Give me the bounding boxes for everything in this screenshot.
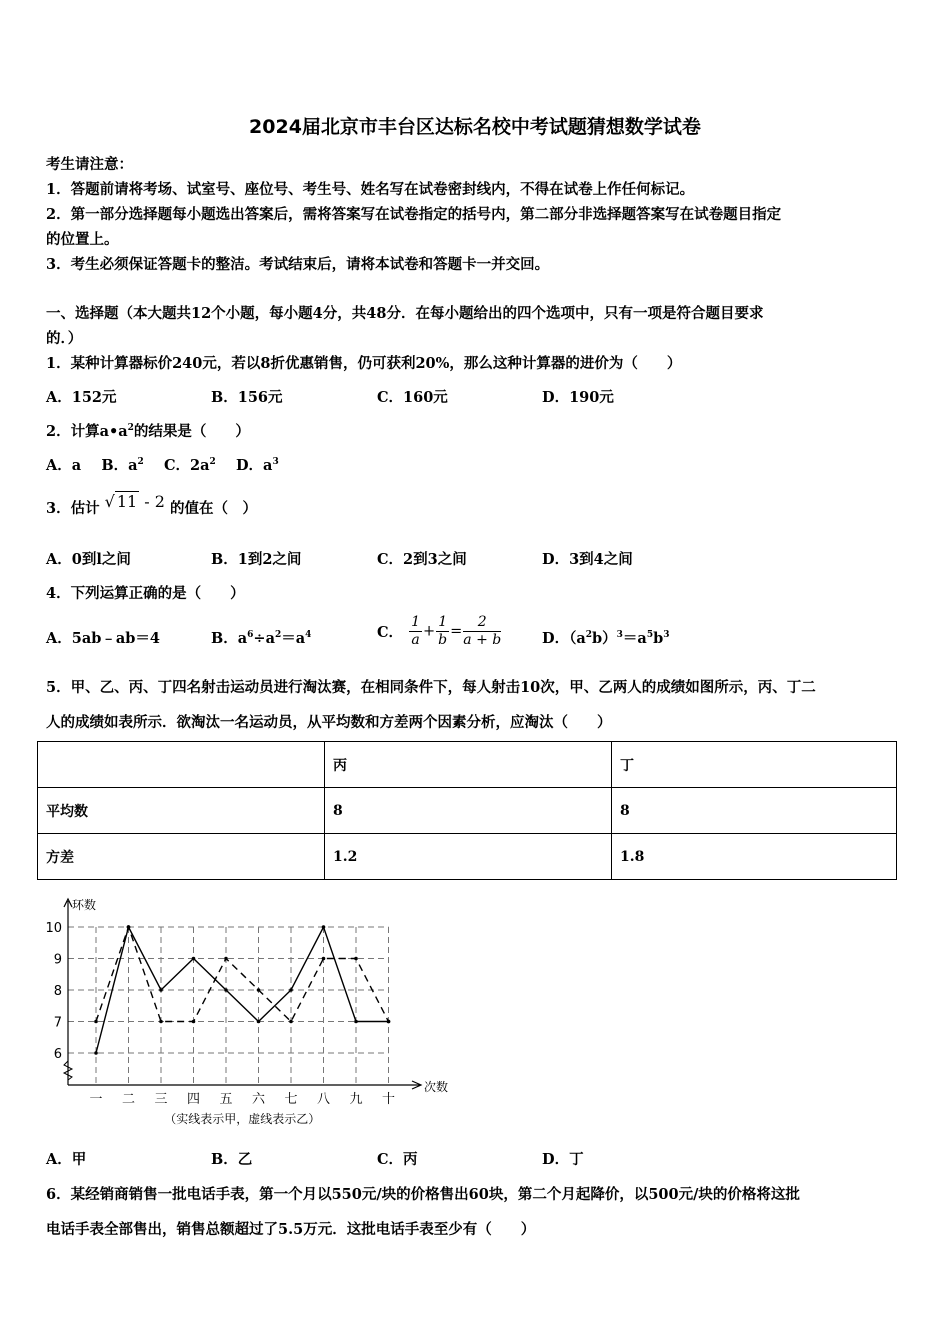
question-3-option-b: B．1到2之间 [211,551,302,568]
data-point-乙 [354,957,358,961]
x-tick-label: 二 [121,1092,136,1107]
notice-item-2-cont: 的位置上。 [46,231,119,248]
data-point-乙 [94,1020,98,1024]
x-tick-label: 四 [186,1092,201,1107]
question-4-option-a: A．5ab﹣ab＝4 [46,630,160,647]
data-point-乙 [257,988,261,992]
data-point-乙 [192,1020,196,1024]
section-heading-cont: 的．） [46,330,83,347]
data-point-乙 [387,1020,391,1024]
table-row-label: 方差 [38,834,325,880]
question-5-option-c: C．丙 [377,1151,418,1168]
question-1-stem: 1．某种计算器标价240元，若以8折优惠销售，仍可获利20%，那么这种计算器的进价为（ ） [46,355,682,372]
question-1-option-b: B．156元 [211,389,283,406]
y-tick-label: 9 [53,952,62,968]
x-tick-label: 三 [154,1092,168,1107]
chart-caption: （实线表示甲，虚线表示乙） [164,1112,321,1126]
table-cell: 8 [612,788,897,834]
question-3-stem: 3．估计 √ 11 - 2 的值在（ ） [46,492,258,517]
question-2-stem: 2．计算$a•a^2$的结果是（ ） [46,423,250,440]
question-4-stem: 4．下列运算正确的是（ ） [46,585,245,602]
data-point-甲 [322,925,326,929]
question-3-option-c: C．2到3之间 [377,551,467,568]
question-1-option-a: A．152元 [46,389,117,406]
data-point-甲 [94,1051,98,1055]
question-4-option-b: B．$a^6\div a^2=a^4$ [211,630,312,647]
notice-item-2: 2．第一部分选择题每小题选出答案后，需将答案写在试卷指定的括号内，第二部分非选择题答案写在试卷题目指定 [46,206,782,223]
x-axis-label: 次数 [424,1080,449,1094]
data-point-乙 [224,957,228,961]
data-point-乙 [127,925,131,929]
x-tick-label: 五 [219,1092,233,1107]
table-row-label: 平均数 [38,788,325,834]
question-1-option-c: C．160元 [377,389,448,406]
data-point-乙 [289,1020,293,1024]
question-6-stem: 6．某经销商销售一批电话手表，第一个月以550元/块的价格售出60块，第二个月起降价，以500元/块的价格将这批 [46,1186,800,1203]
fraction-2-over-a-plus-b: $\frac{2}{a + b}$ [463,614,502,648]
data-point-甲 [257,1020,261,1024]
y-tick-label: 8 [53,984,62,999]
question-3-option-d: D．3到4之间 [542,551,633,568]
question-5-option-d: D．丁 [542,1151,584,1168]
x-tick-label: 六 [251,1092,266,1107]
y-tick-label: 6 [53,1047,62,1062]
question-2-option-a: A．a [46,457,82,474]
question-5-stem-cont: 人的成绩如表所示．欲淘汰一名运动员，从平均数和方差两个因素分析，应淘汰（ ） [46,714,612,731]
y-tick-label: 10 [45,921,62,936]
data-point-甲 [354,1020,358,1024]
question-1-option-d: D．190元 [542,389,614,406]
sqrt-expression: √ 11 - 2 [104,492,165,511]
table-header-row [38,742,897,788]
fraction-1-over-b: $\frac{1}{b}$ [438,614,448,648]
x-tick-label: 九 [349,1092,363,1107]
data-point-甲 [289,988,293,992]
question-2-option-b: B．$a^2$ [101,457,144,474]
notice-heading: 考生请注意： [46,156,133,173]
question-2-option-c: C．$2a^2$ [163,457,216,474]
table-cell: 1.8 [612,834,897,880]
fraction-1-over-a: $\frac{1}{a}$ [411,614,421,648]
notice-item-3: 3．考生必须保证答题卡的整洁。考试结束后，请将本试卷和答题卡一并交回。 [46,256,550,273]
table-cell [38,742,325,788]
question-4-option-d: D．$(a^2b)^3=a^5b^3$ [542,630,670,647]
data-point-甲 [192,957,196,961]
data-point-乙 [159,1020,163,1024]
series-line-乙 [96,927,389,1022]
section-heading: 一、选择题（本大题共12个小题，每小题4分，共48分．在每小题给出的四个选项中，只有一项是符合题目要求 [46,305,764,322]
question-4-option-c: C． $\frac{1}{a}$ + $\frac{1}{b}$ = $\frac{2}{a + b}$ [377,614,502,648]
score-table [37,741,897,880]
table-row [38,834,897,880]
x-tick-label: 八 [316,1092,331,1107]
notice-item-1: 1．答题前请将考场、试室号、座位号、考生号、姓名写在试卷密封线内，不得在试卷上作任何标记。 [46,181,695,198]
question-5-option-a: A．甲 [46,1151,87,1168]
table-cell: 1.2 [325,834,612,880]
page-title: 2024届北京市丰台区达标名校中考试题猜想数学试卷 [249,116,701,138]
question-3-option-a: A．0到l之间 [46,551,131,568]
table-row [38,788,897,834]
question-6-stem-cont: 电话手表全部售出，销售总额超过了5.5万元．这批电话手表至少有（ ） [46,1221,536,1238]
table-header-bing: 丙 [325,742,612,788]
question-2-options [46,454,279,475]
question-2-option-d: D．$a^3$ [235,457,279,474]
table-header-ding: 丁 [612,742,897,788]
question-5-stem: 5．甲、乙、丙、丁四名射击运动员进行淘汰赛，在相同条件下，每人射击10次，甲、乙两人的成绩如图所示，丙、丁二 [46,679,816,696]
y-axis-label: 环数 [72,898,97,912]
data-point-甲 [224,988,228,992]
data-point-甲 [159,988,163,992]
data-point-乙 [322,957,326,961]
question-5-option-b: B．乙 [211,1151,253,1168]
x-tick-label: 十 [381,1092,396,1107]
x-tick-label: 一 [89,1092,103,1107]
table-cell: 8 [325,788,612,834]
y-tick-label: 7 [53,1015,62,1031]
score-line-chart [40,893,460,1133]
x-tick-label: 七 [284,1092,298,1107]
